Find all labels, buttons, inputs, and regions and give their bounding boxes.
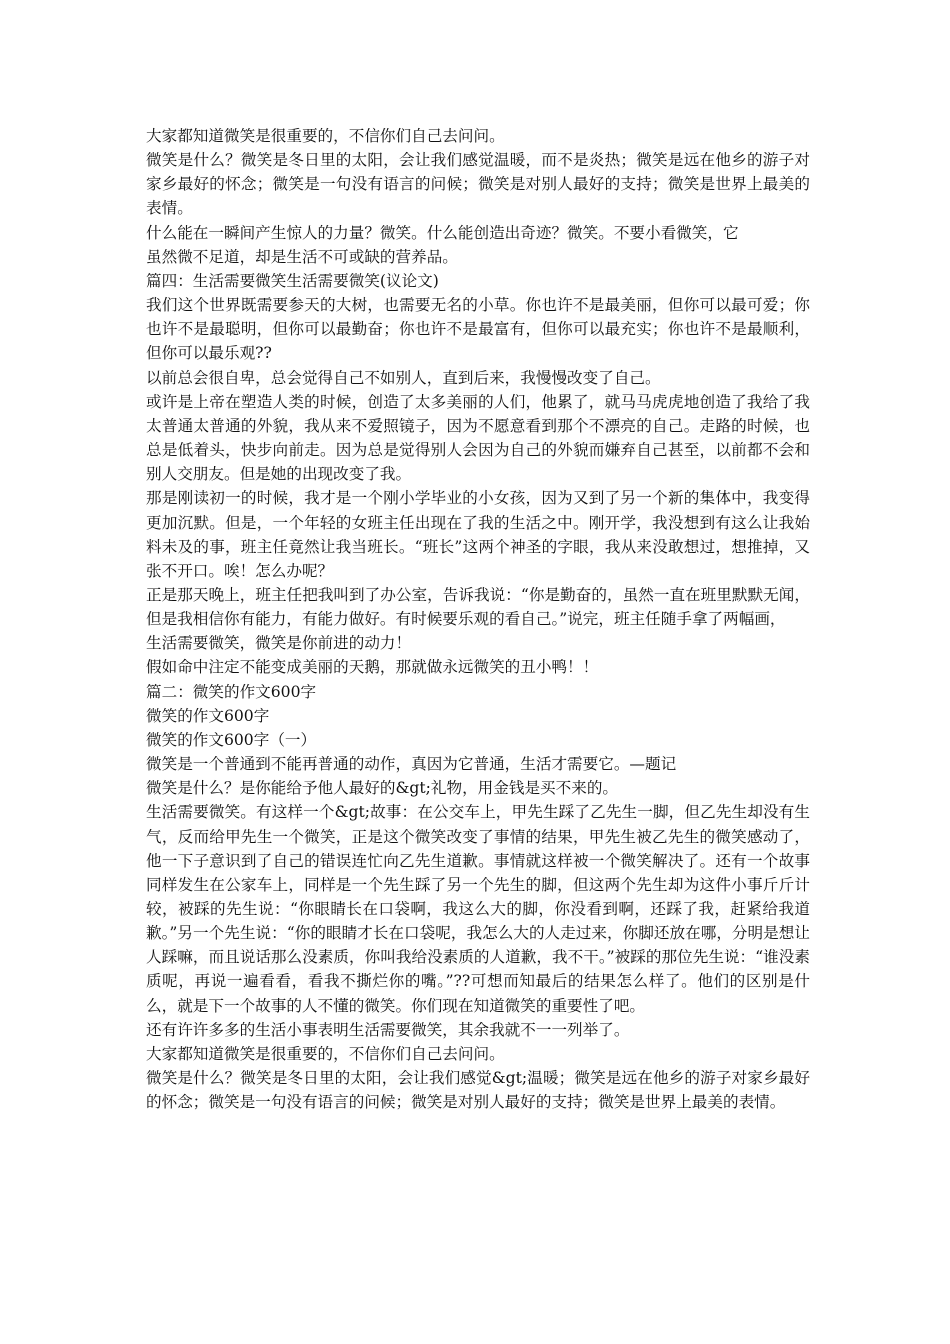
paragraph: 微笑是什么？是你能给予他人最好的&gt;礼物，用金钱是买不来的。	[146, 779, 619, 798]
paragraph: 或许是上帝在塑造人类的时候，创造了太多美丽的人们，他累了，就马马虎虎地创造了我给了我太普通太普通的外貌，我从来不爱照镜子，因为不愿意看到那个不漂亮的自己。走路的时候，也总是低着头，快步向前走。因为总是觉得别人会因为自己的外貌而嫌弃自己甚至，以前都不会和别人交朋友。但是她的出现改变了我。	[146, 392, 810, 484]
section-heading: 篇四：生活需要微笑生活需要微笑(议论文)	[146, 271, 439, 290]
paragraph: 我们这个世界既需要参天的大树，也需要无名的小草。你也许不是最美丽，但你可以最可爱；你也许不是最聪明，但你可以最勤奋；你也许不是最富有，但你可以最充实；你也许不是最顺利，但你可以最乐观??	[146, 296, 810, 363]
section-heading: 篇二：微笑的作文600字	[146, 682, 317, 701]
paragraph: 假如命中注定不能变成美丽的天鹅，那就做永远微笑的丑小鸭！！	[146, 658, 599, 677]
paragraph: 虽然微不足道，却是生活不可或缺的营养品。	[146, 247, 458, 266]
paragraph: 微笑是一个普通到不能再普通的动作，真因为它普通，生活才需要它。—题记	[146, 755, 677, 774]
paragraph: 那是刚读初一的时候，我才是一个刚小学毕业的小女孩，因为又到了另一个新的集体中，我变得更加沉默。但是，一个年轻的女班主任出现在了我的生活之中。刚开学，我没想到有这么让我始料未及的事，班主任竟然让我当班长。“班长”这两个神圣的字眼，我从来没敢想过，想推掉，又张不开口。唉！怎么办呢？	[146, 489, 810, 580]
paragraph: 生活需要微笑，微笑是你前进的动力！	[146, 634, 412, 653]
paragraph: 大家都知道微笑是很重要的，不信你们自己去问问。	[146, 127, 505, 145]
subheading: 微笑的作文600字	[146, 706, 270, 725]
paragraph: 以前总会很自卑，总会觉得自己不如别人，直到后来，我慢慢改变了自己。	[146, 368, 661, 387]
paragraph: 大家都知道微笑是很重要的，不信你们自己去问问。	[146, 1044, 505, 1063]
paragraph: 微笑是什么？微笑是冬日里的太阳，会让我们感觉温暖，而不是炎热；微笑是远在他乡的游子对家乡最好的怀念；微笑是一句没有语言的问候；微笑是对别人最好的支持；微笑是世界上最美的表情。	[146, 151, 810, 218]
paragraph: 正是那天晚上，班主任把我叫到了办公室，告诉我说：“你是勤奋的，虽然一直在班里默默无闻，但是我相信你有能力，有能力做好。有时候要乐观的看自己。”说完，班主任随手拿了两幅画，	[146, 585, 810, 629]
subheading: 微笑的作文600字（一）	[146, 730, 317, 749]
paragraph: 什么能在一瞬间产生惊人的力量？微笑。什么能创造出奇迹？微笑。不要小看微笑，它	[146, 223, 739, 242]
document-body	[146, 124, 810, 1114]
paragraph: 还有许许多多的生活小事表明生活需要微笑，其余我就不一一列举了。	[146, 1020, 630, 1039]
paragraph: 生活需要微笑。有这样一个&gt;故事：在公交车上，甲先生踩了乙先生一脚，但乙先生却没有生气，反而给甲先生一个微笑，正是这个微笑改变了事情的结果，甲先生被乙先生的微笑感动了，他一下子意识到了自己的错误连忙向乙先生道歉。事情就这样被一个微笑解决了。还有一个故事同样发生在公家车上，同样是一个先生踩了另一个先生的脚，但这两个先生却为这件小事斤斤计较，被踩的先生说：“你眼睛长在口袋啊，我这么大的脚，你没看到啊，还踩了我，赶紧给我道歉。”另一个先生说：“你的眼睛才长在口袋呢，我怎么大的人走过来，你脚还放在哪，分明是想让人踩嘛，而且说话那么没素质，你叫我给没素质的人道歉，我不干。”被踩的那位先生说：“谁没素质呢，再说一遍看看，看我不撕烂你的嘴。”??可想而知最后的结果怎么样了。他们的区别是什么，就是下一个故事的人不懂的微笑。你们现在知道微笑的重要性了吧。	[146, 803, 810, 1015]
paragraph: 微笑是什么？微笑是冬日里的太阳，会让我们感觉&gt;温暖；微笑是远在他乡的游子对家乡最好的怀念；微笑是一句没有语言的问候；微笑是对别人最好的支持；微笑是世界上最美的表情。	[146, 1069, 810, 1112]
